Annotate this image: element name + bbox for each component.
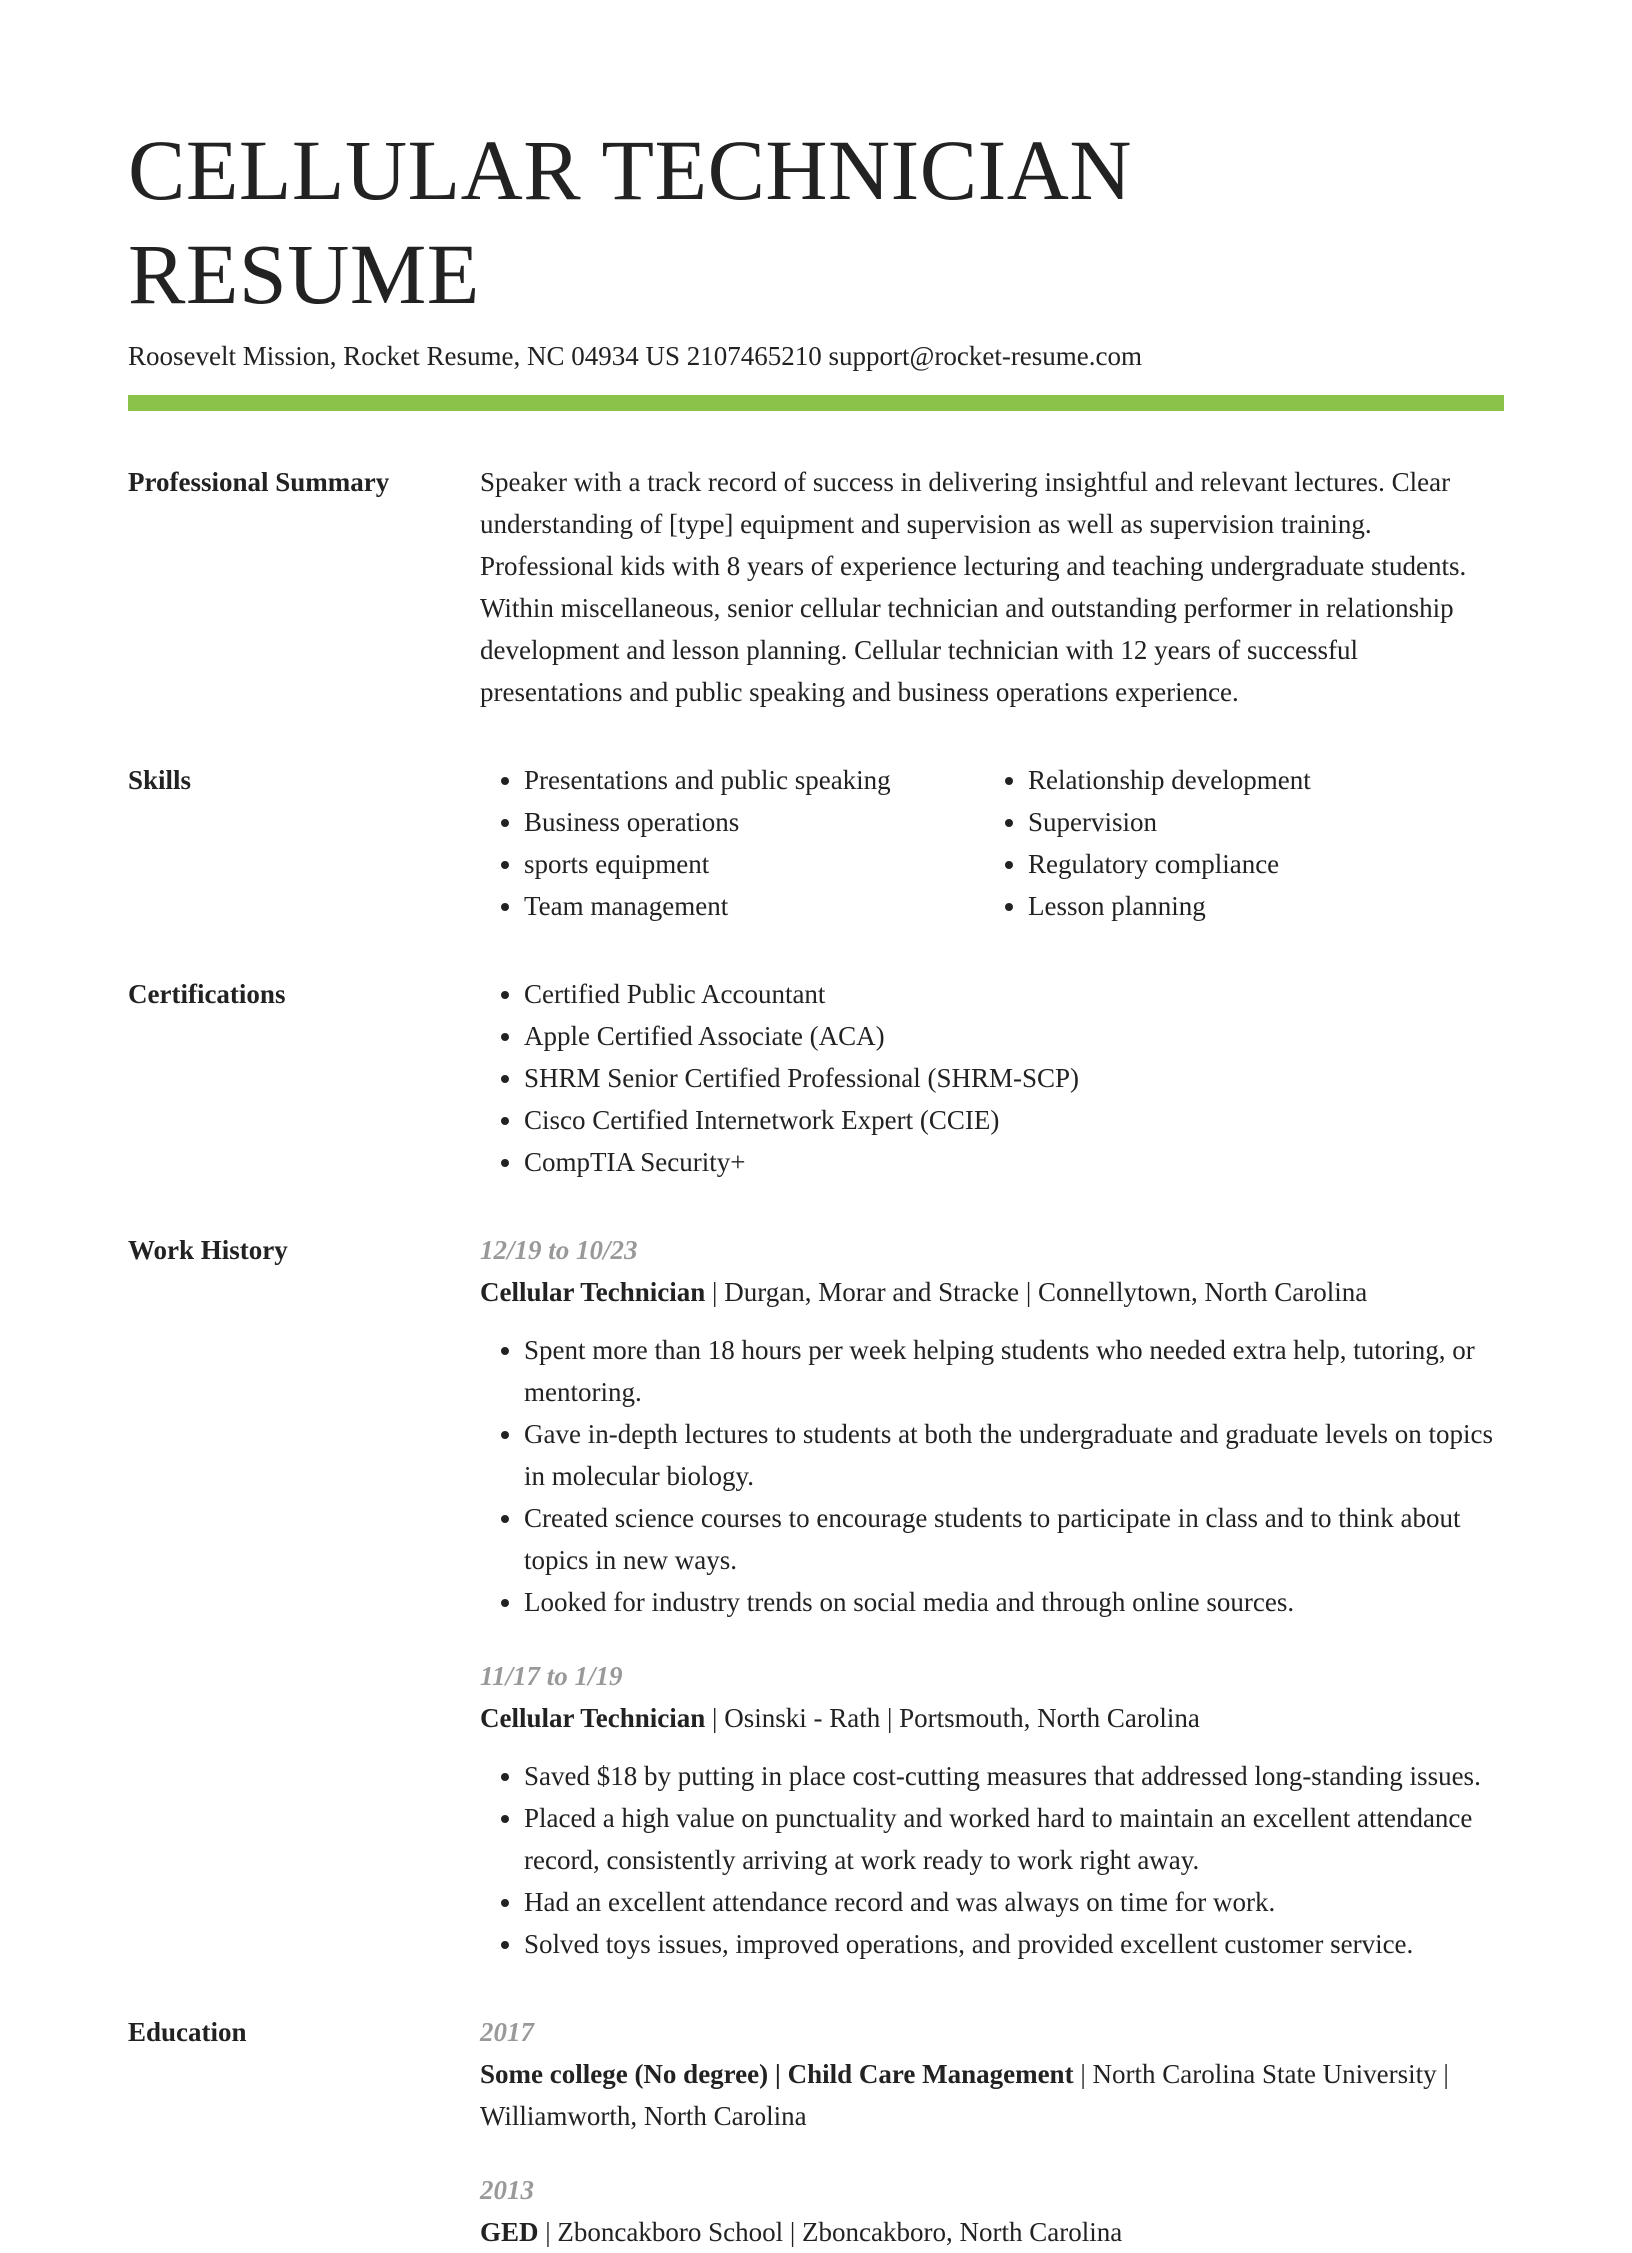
education-entry	[480, 2169, 1504, 2253]
education-year: 2017	[480, 2017, 534, 2047]
skills-section	[128, 759, 1504, 927]
certification-item: • SHRM Senior Certified Professional (SHRM-SCP)	[524, 1057, 1504, 1099]
certifications-list	[480, 973, 1504, 1183]
job-bullet: • Looked for industry trends on social media and through online sources.	[524, 1581, 1504, 1623]
job-entry	[480, 1229, 1504, 1623]
job-heading	[480, 1697, 1504, 1739]
job-title: Cellular Technician	[480, 1703, 706, 1733]
summary-text: Speaker with a track record of success in delivering insightful and relevant lectures. Clear understanding of [type] equipment and supervision as well as supervision training. Professional kids with 8 years of experience lecturing and teaching undergraduate students. Within miscellaneous, senior cellular technician and outstanding performer in relationship development and lesson planning. Cellular technician with 12 years of successful presentations and public speaking and business operations experience.	[480, 467, 1467, 707]
skill-item: • Regulatory compliance	[1028, 843, 1448, 885]
job-entry	[480, 1655, 1504, 1965]
education-year: 2013	[480, 2175, 534, 2205]
job-title: Cellular Technician	[480, 1277, 706, 1307]
education-label: Education	[128, 2017, 247, 2047]
certification-item: • Apple Certified Associate (ACA)	[524, 1015, 1504, 1057]
skill-item: • Relationship development	[1028, 759, 1448, 801]
summary-label: Professional Summary	[128, 467, 390, 497]
work-history-label: Work History	[128, 1235, 288, 1265]
summary-content	[480, 461, 1504, 713]
certifications-content	[480, 973, 1504, 1183]
job-bullet-list	[480, 1329, 1504, 1623]
education-school-location: | North Carolina State University | Williamworth, North Carolina	[480, 2059, 1449, 2131]
page-title: CELLULAR TECHNICIAN RESUME	[128, 122, 1133, 322]
skills-content	[480, 759, 1504, 927]
education-degree: Some college (No degree) | Child Care Management	[480, 2059, 1074, 2089]
resume-page	[128, 118, 1504, 2253]
education-school-location: | Zboncakboro School | Zboncakboro, North Carolina	[538, 2217, 1123, 2247]
skill-item: • Team management	[524, 885, 984, 927]
education-heading	[480, 2053, 1504, 2137]
skill-item: • Lesson planning	[1028, 885, 1448, 927]
skill-item: • sports equipment	[524, 843, 984, 885]
skill-item: • Business operations	[524, 801, 984, 843]
education-section	[128, 2011, 1504, 2253]
summary-section	[128, 461, 1504, 713]
job-bullet: • Solved toys issues, improved operations, and provided excellent customer service.	[524, 1923, 1504, 1965]
certifications-label: Certifications	[128, 979, 286, 1009]
job-dates: 11/17 to 1/19	[480, 1661, 623, 1691]
work-history-content	[480, 1229, 1504, 1965]
certification-item: • Certified Public Accountant	[524, 973, 1504, 1015]
job-bullet: • Placed a high value on punctuality and worked hard to maintain an excellent attendance record, consistently arriving at work ready to work right away.	[524, 1797, 1504, 1881]
skills-label: Skills	[128, 765, 192, 795]
job-bullet: • Had an excellent attendance record and was always on time for work.	[524, 1881, 1504, 1923]
education-degree: GED	[480, 2217, 539, 2247]
job-bullet: • Gave in-depth lectures to students at both the undergraduate and graduate levels on topics in molecular biology.	[524, 1413, 1504, 1497]
skill-item: • Supervision	[1028, 801, 1448, 843]
job-heading	[480, 1271, 1504, 1313]
job-employer-location: | Durgan, Morar and Stracke | Connellytown, North Carolina	[705, 1277, 1368, 1307]
job-bullet: • Created science courses to encourage students to participate in class and to think about topics in new ways.	[524, 1497, 1504, 1581]
education-heading	[480, 2211, 1504, 2253]
job-bullet: • Spent more than 18 hours per week helping students who needed extra help, tutoring, or mentoring.	[524, 1329, 1504, 1413]
job-bullet: • Saved $18 by putting in place cost-cutting measures that addressed long-standing issues.	[524, 1755, 1504, 1797]
contact-line: Roosevelt Mission, Rocket Resume, NC 04934 US 2107465210 support@rocket-resume.com	[128, 341, 1143, 371]
education-entry	[480, 2011, 1504, 2137]
skill-item: • Presentations and public speaking	[524, 759, 984, 801]
education-content	[480, 2011, 1504, 2253]
job-employer-location: | Osinski - Rath | Portsmouth, North Carolina	[705, 1703, 1200, 1733]
job-dates: 12/19 to 10/23	[480, 1235, 638, 1265]
skills-list-right	[984, 759, 1448, 927]
header-divider	[128, 395, 1504, 411]
certification-item: • CompTIA Security+	[524, 1141, 1504, 1183]
certification-item: • Cisco Certified Internetwork Expert (CCIE)	[524, 1099, 1504, 1141]
skills-list-left	[480, 759, 984, 927]
work-history-section	[128, 1229, 1504, 1965]
job-bullet-list	[480, 1755, 1504, 1965]
certifications-section	[128, 973, 1504, 1183]
